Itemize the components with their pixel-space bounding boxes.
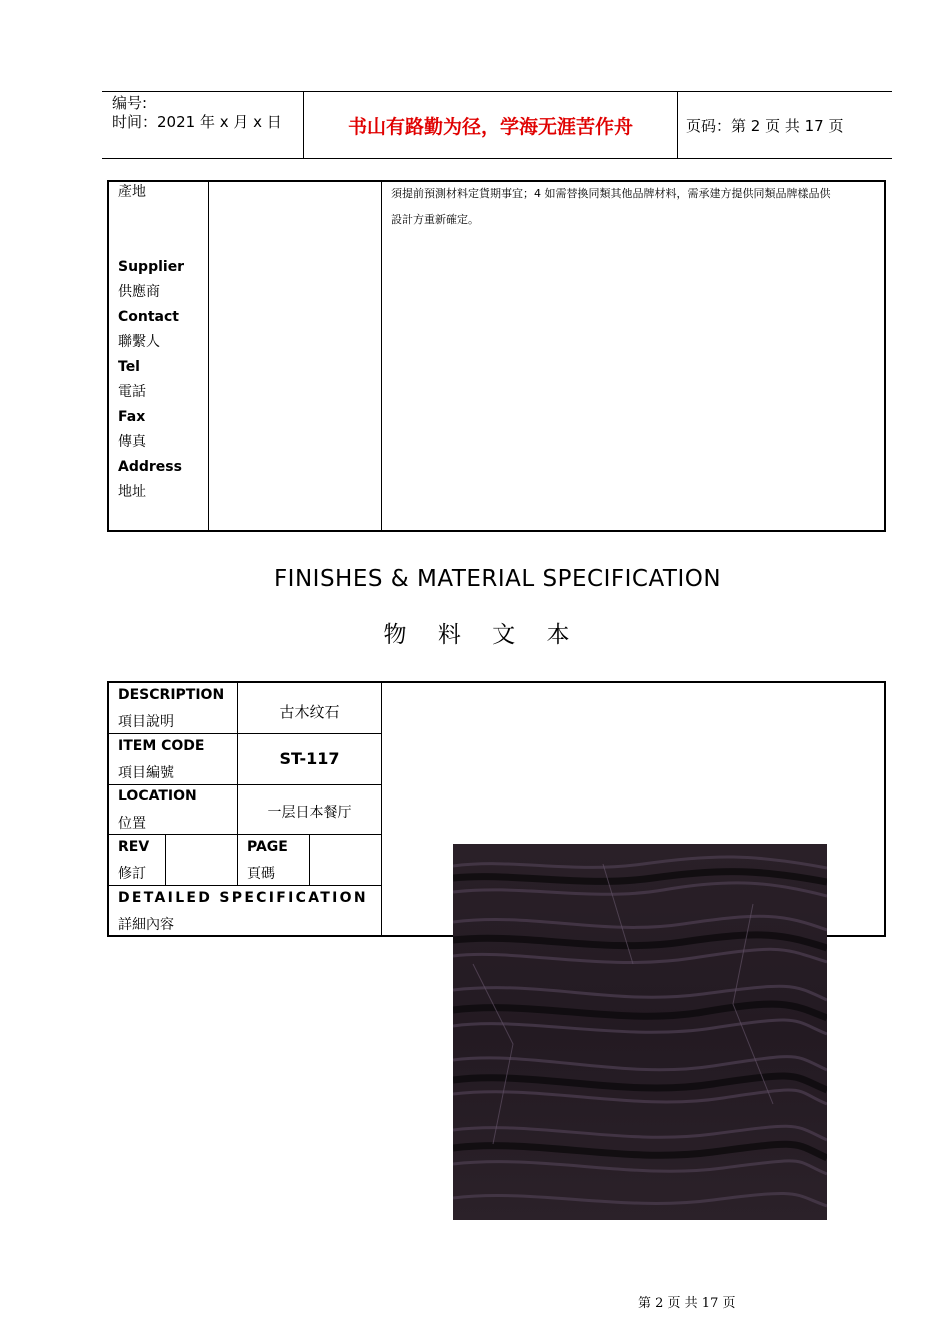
- table-divider: [208, 180, 209, 532]
- item-code-label-en: ITEM CODE: [118, 738, 205, 754]
- time-label: 时间：2021 年 x 月 x 日: [112, 113, 282, 131]
- item-code-label-cn: 項目編號: [118, 765, 174, 781]
- tel-label-en: [118, 355, 140, 380]
- table-divider: [309, 835, 310, 885]
- detailed-spec-label-cn: 詳細內容: [118, 917, 174, 933]
- supplier-label-cn: 供應商: [118, 284, 160, 300]
- address-label-en: [118, 455, 182, 480]
- fax-label-en: [118, 405, 145, 430]
- fax-label-cn: 傳真: [118, 434, 146, 450]
- contact-label-en-text: Contact: [118, 309, 179, 325]
- item-code-value: ST-117: [279, 749, 340, 768]
- page-label-cn: 頁碼: [247, 866, 275, 882]
- row-divider: [108, 885, 381, 886]
- header-divider: [677, 91, 678, 158]
- page-info: 页码：第 2 页 共 17 页: [686, 117, 844, 135]
- address-label-cn: 地址: [118, 484, 146, 500]
- table-divider: [381, 180, 382, 532]
- row-divider: [108, 784, 381, 785]
- motto: 书山有路勤为径，学海无涯苦作舟: [347, 116, 633, 138]
- detailed-spec-label-en: DETAILED SPECIFICATION: [118, 890, 368, 906]
- supplier-note-line2: 設計方重新確定。: [391, 213, 479, 226]
- fax-label-en-text: Fax: [118, 409, 146, 425]
- number-label: 编号:: [112, 94, 148, 112]
- supplier-note: 須提前預測材料定貨期事宜；4 如需替換同類其他品牌材料，需承建方提供同類品牌樣品供: [391, 187, 831, 200]
- supplier-label-en: [118, 255, 184, 280]
- location-label-en: LOCATION: [118, 788, 197, 804]
- contact-label-en: [118, 305, 179, 330]
- spec-title-en: FINISHES & MATERIAL SPECIFICATION: [273, 566, 722, 592]
- origin-label: 產地: [118, 184, 146, 200]
- supplier-label-en-text: Supplier: [118, 259, 185, 275]
- description-label-cn: 項目說明: [118, 714, 174, 730]
- footer-page-number: 第 2 页 共 17 页: [638, 1296, 736, 1311]
- rev-label-en: REV: [118, 839, 150, 855]
- marble-sample-image: [453, 844, 827, 1220]
- description-label-en: DESCRIPTION: [118, 687, 225, 703]
- supplier-table: [107, 180, 886, 532]
- row-divider: [108, 834, 381, 835]
- contact-label-cn: 聯繫人: [118, 334, 160, 350]
- row-divider: [108, 733, 381, 734]
- header-bottom-rule: [102, 158, 892, 159]
- page-label-en: PAGE: [247, 839, 288, 855]
- description-value: 古木纹石: [279, 703, 340, 721]
- location-label-cn: 位置: [118, 816, 146, 832]
- table-divider: [381, 682, 382, 936]
- spec-title-cn: 物 料 文 本: [383, 622, 582, 648]
- location-value: 一层日本餐厅: [267, 805, 352, 821]
- address-label-en-text: Address: [118, 459, 182, 475]
- marble-texture-graphic: [453, 844, 827, 1220]
- table-divider: [165, 835, 166, 885]
- tel-label-cn: 電話: [118, 384, 146, 400]
- tel-label-en-text: Tel: [118, 359, 140, 375]
- header-top-rule: [102, 91, 892, 92]
- rev-label-cn: 修訂: [118, 866, 146, 882]
